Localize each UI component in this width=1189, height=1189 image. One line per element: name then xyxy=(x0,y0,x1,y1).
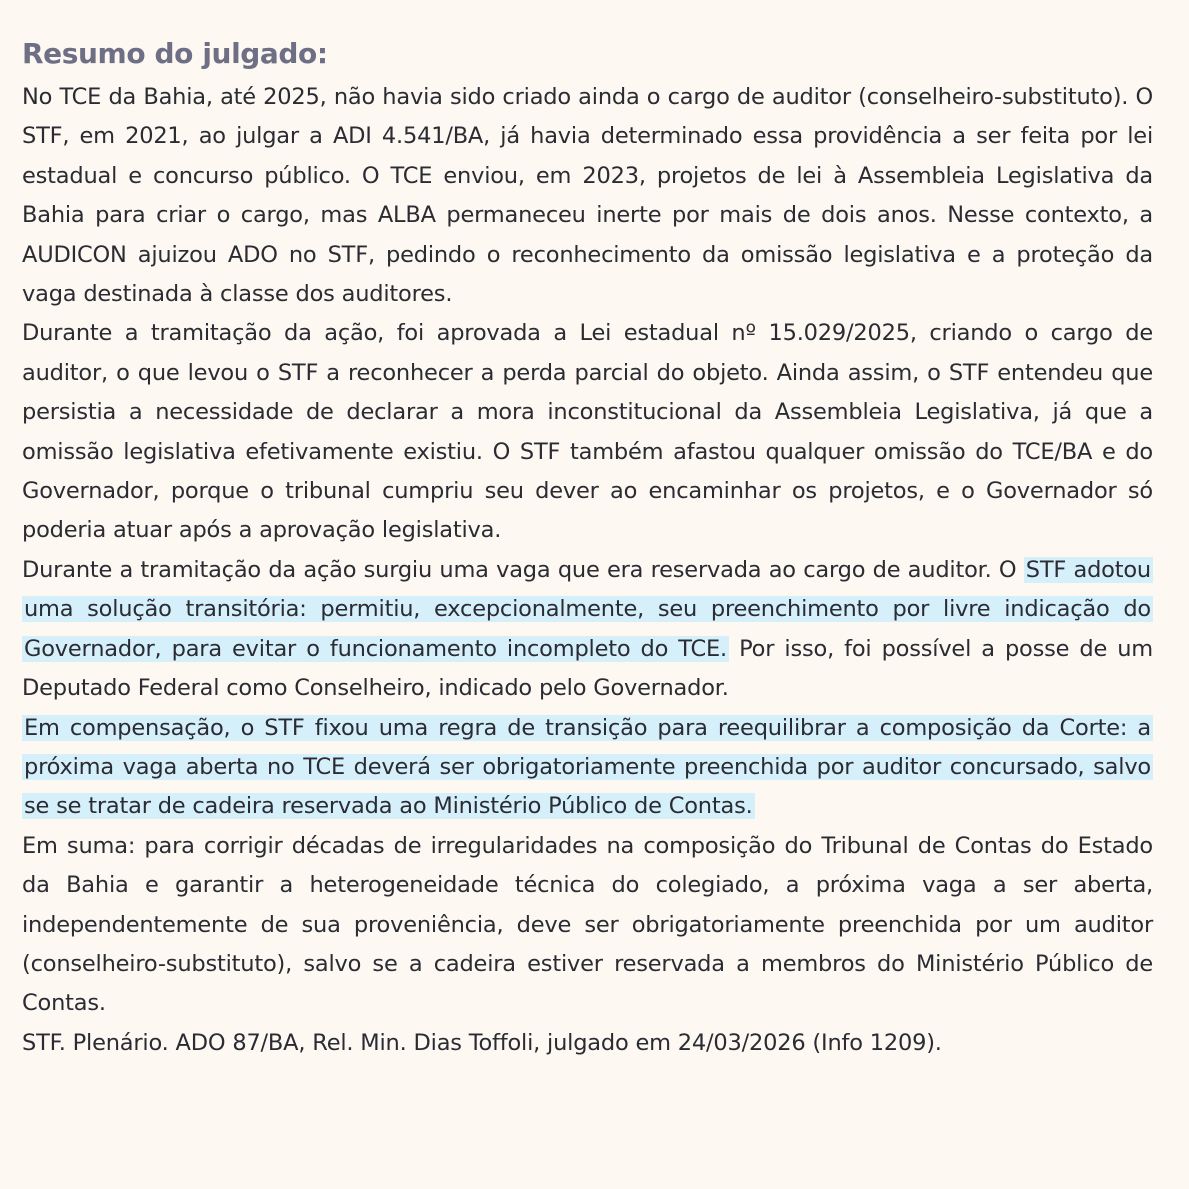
paragraph-transition-rule xyxy=(22,709,1153,827)
section-title: Resumo do julgado: xyxy=(22,37,328,70)
paragraph-text-before: Durante a tramitação da ação surgiu uma vaga que era reservada ao cargo de auditor. O xyxy=(22,556,1024,583)
case-citation: STF. Plenário. ADO 87/BA, Rel. Min. Dias Toffoli, julgado em 24/03/2026 (Info 1209). xyxy=(22,1029,942,1056)
summary-document xyxy=(22,36,1153,1063)
paragraph-transitional-solution xyxy=(22,551,1153,709)
paragraph-text-after: Por isso, foi possível a posse de um Deputado Federal como Conselheiro, indicado pelo Governador. xyxy=(22,635,1153,702)
highlighted-text: Em compensação, o STF fixou uma regra de transição para reequilibrar a composição da Corte: a próxima vaga aberta no TCE deverá ser obrigatoriamente preenchida por auditor concursado, salvo se se tratar de cadeira reservada ao Ministério Público de Contas. xyxy=(24,714,1151,820)
highlighted-text: STF adotou uma solução transitória: permitiu, excepcionalmente, seu preenchimento por livre indicação do Governador, para evitar o funcionamento incompleto do TCE. xyxy=(24,556,1151,662)
paragraph-context: No TCE da Bahia, até 2025, não havia sido criado ainda o cargo de auditor (conselheiro-substituto). O STF, em 2021, ao julgar a ADI 4.541/BA, já havia determinado essa providência a ser feita por lei estadual e concurso público. O TCE enviou, em 2023, projetos de lei à Assembleia Legislativa da Bahia para criar o cargo, mas ALBA permaneceu inerte por mais de dois anos. Nesse contexto, a AUDICON ajuizou ADO no STF, pedindo o reconhecimento da omissão legislativa e a proteção da vaga destinada à classe dos auditores. xyxy=(22,84,1153,308)
paragraph-proceedings: Durante a tramitação da ação, foi aprovada a Lei estadual nº 15.029/2025, criando o cargo de auditor, o que levou o STF a reconhecer a perda parcial do objeto. Ainda assim, o STF entendeu que persistia a necessidade de declarar a mora inconstitucional da Assembleia Legislativa, já que a omissão legislativa efetivamente existiu. O STF também afastou qualquer omissão do TCE/BA e do Governador, porque o tribunal cumpriu seu dever ao encaminhar os projetos, e o Governador só poderia atuar após a aprovação legislativa. xyxy=(22,320,1153,544)
paragraph-summary: Em suma: para corrigir décadas de irregularidades na composição do Tribunal de Contas do Estado da Bahia e garantir a heterogeneidade técnica do colegiado, a próxima vaga a ser aberta, independentemente de sua proveniência, deve ser obrigatoriamente preenchida por um auditor (conselheiro-substituto), salvo se a cadeira estiver reservada a membros do Ministério Público de Contas. xyxy=(22,832,1153,1017)
